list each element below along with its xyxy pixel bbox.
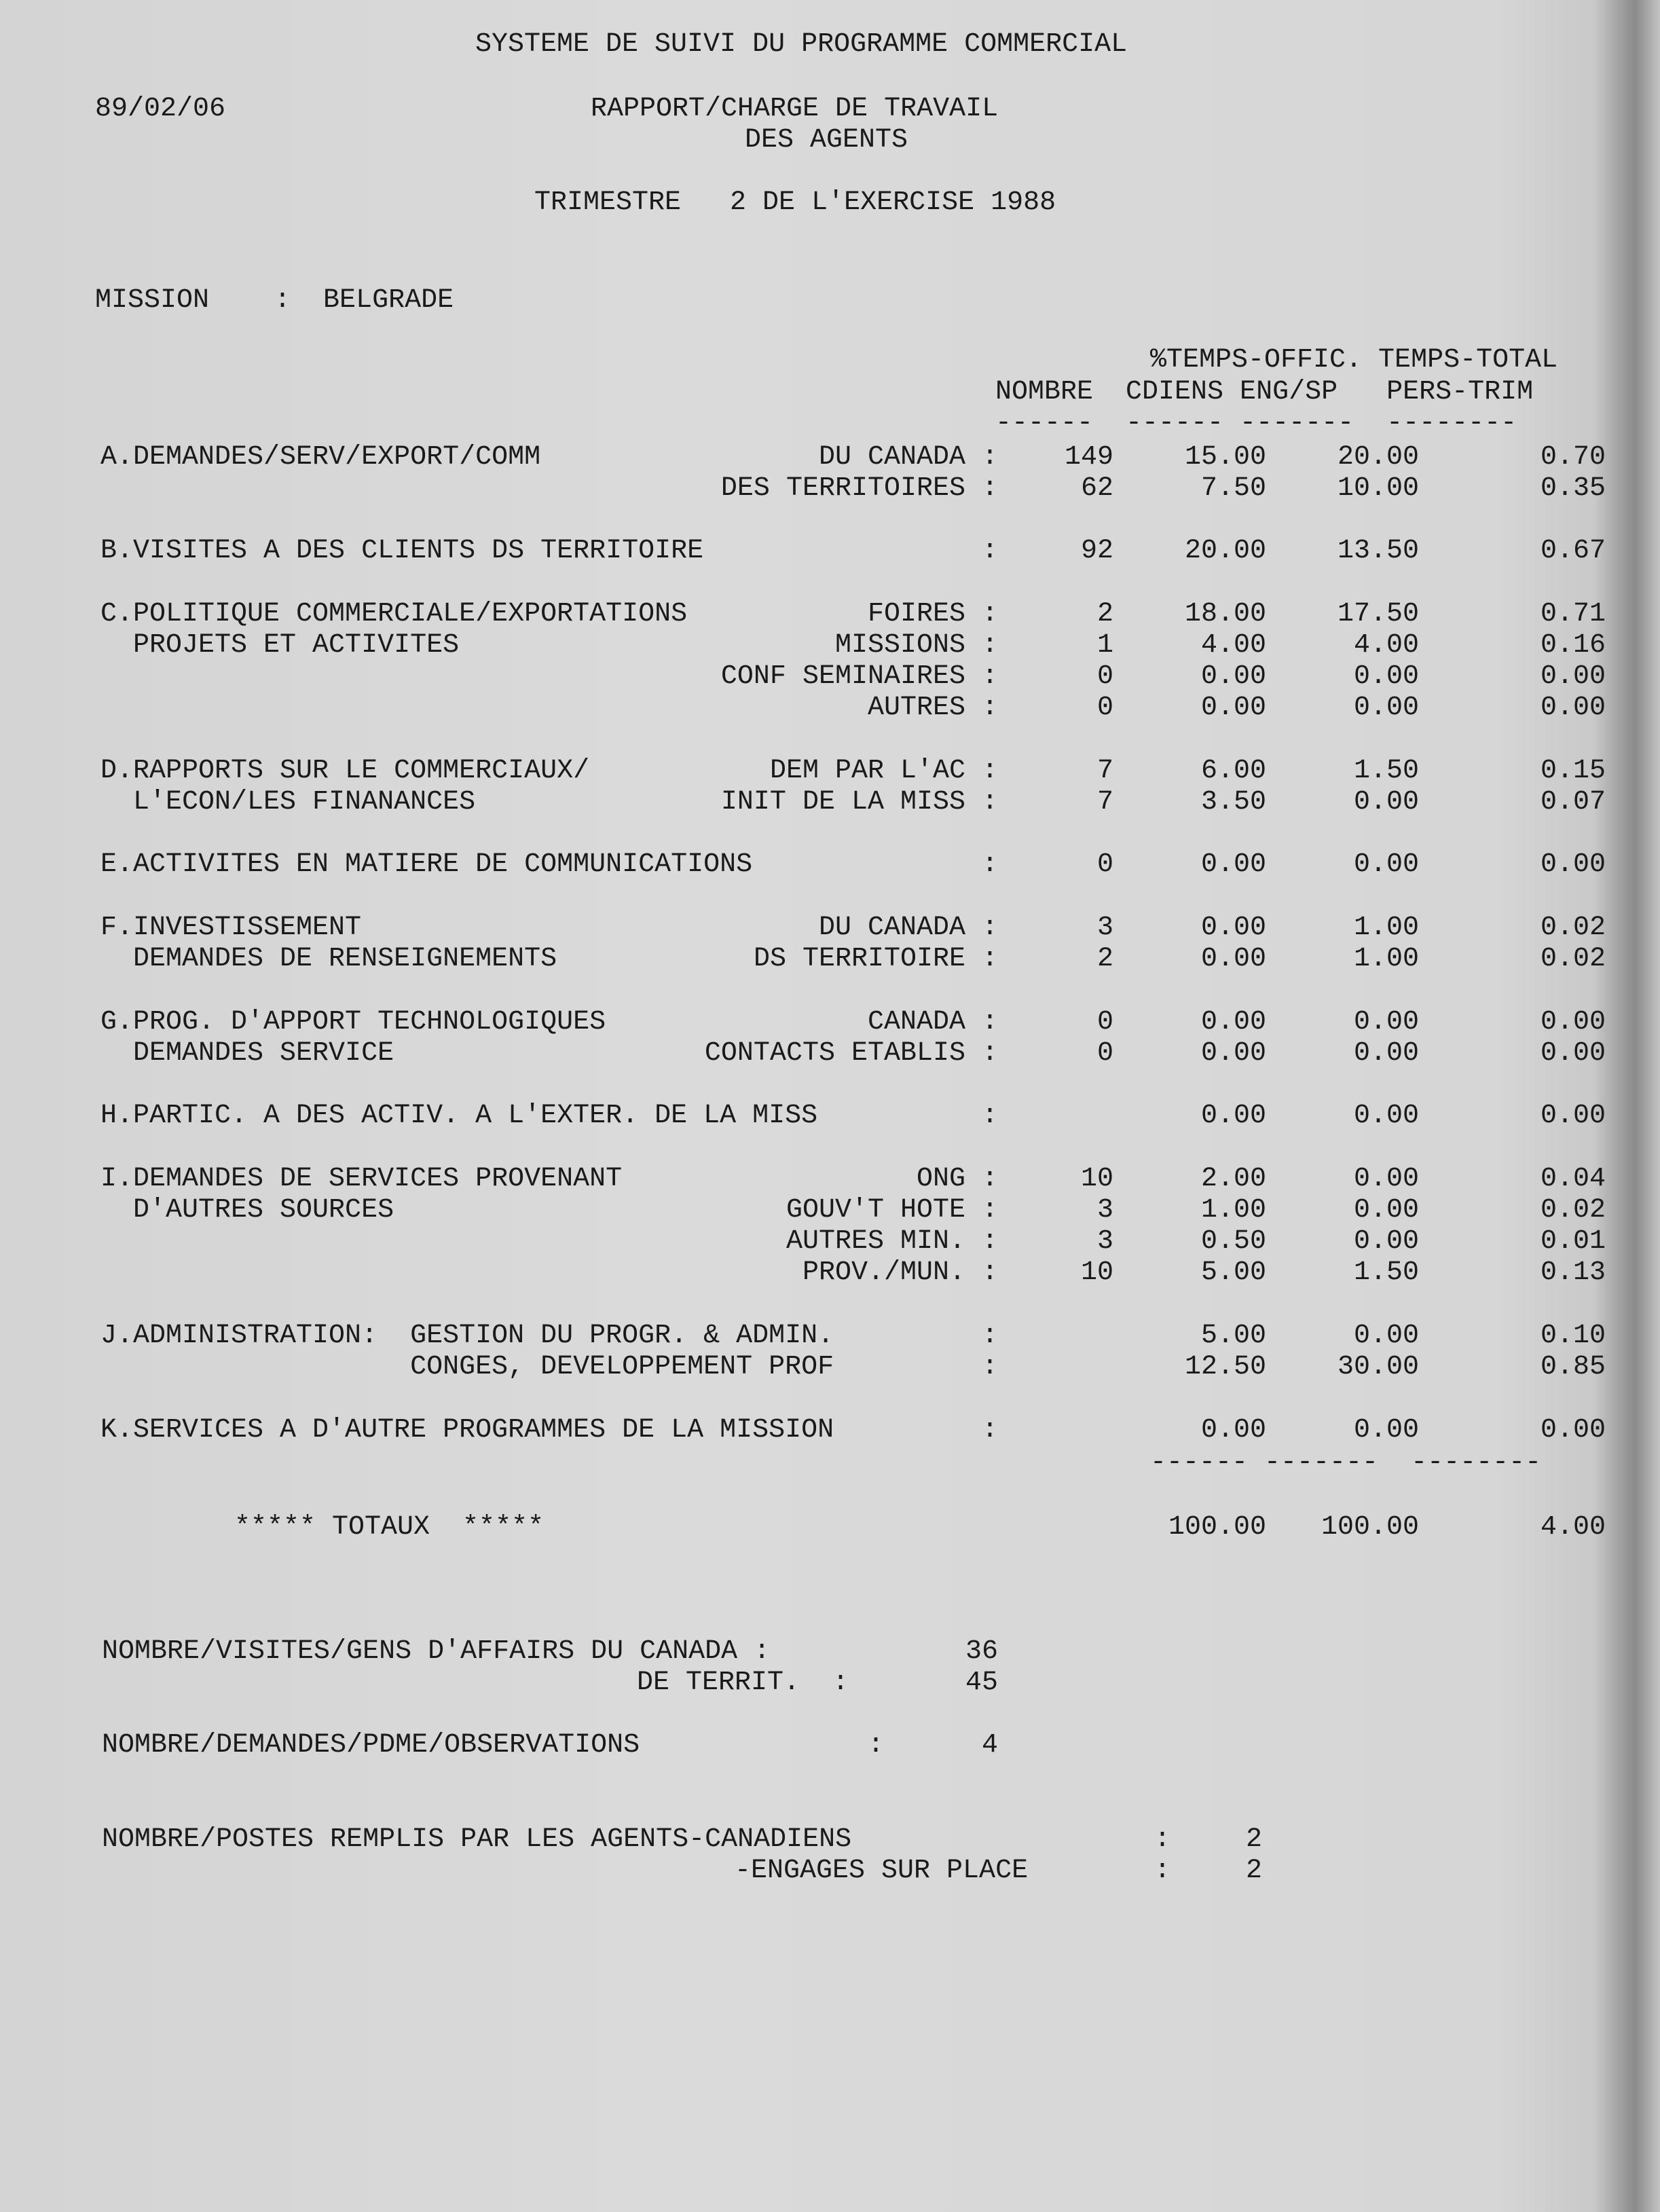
row-pers-trim: 0.02 <box>1540 913 1606 943</box>
row-nombre: 0 <box>1096 1038 1113 1069</box>
row-sublabel: CONTACTS ETABLIS : <box>704 1038 998 1069</box>
row-pers-trim: 0.70 <box>1540 442 1606 473</box>
row-engsp: 0.00 <box>1353 849 1419 880</box>
row-pers-trim: 0.00 <box>1540 1038 1606 1069</box>
row-cdiens: 15.00 <box>1184 442 1266 473</box>
row-cdiens: 20.00 <box>1184 536 1266 566</box>
column-header-2: NOMBRE CDIENS ENG/SP PERS-TRIM <box>995 377 1534 407</box>
row-label: A.DEMANDES/SERV/EXPORT/COMM <box>100 442 541 473</box>
row-label: I.DEMANDES DE SERVICES PROVENANT <box>100 1164 623 1194</box>
row-cdiens: 0.00 <box>1200 913 1266 943</box>
engages-colon: : <box>1154 1856 1171 1886</box>
row-sublabel: CONF SEMINAIRES : <box>720 661 998 692</box>
row-sublabel: DU CANADA : <box>818 913 998 943</box>
row-cdiens: 12.50 <box>1184 1352 1266 1382</box>
row-sublabel: CANADA : <box>867 1007 998 1037</box>
row-engsp: 0.00 <box>1353 1415 1419 1445</box>
row-engsp: 0.00 <box>1353 1164 1419 1194</box>
totals-engsp: 100.00 <box>1321 1512 1419 1543</box>
row-pers-trim: 0.00 <box>1540 849 1606 880</box>
totals-rule: ------ ------- -------- <box>1150 1448 1542 1478</box>
row-engsp: 1.00 <box>1353 944 1419 974</box>
row-label: D.RAPPORTS SUR LE COMMERCIAUX/ <box>100 756 590 786</box>
totals-pers: 4.00 <box>1540 1512 1606 1543</box>
row-label: F.INVESTISSEMENT <box>100 913 362 943</box>
column-header-rule: ------ ------ ------- -------- <box>995 408 1517 439</box>
row-pers-trim: 0.07 <box>1540 787 1606 817</box>
report-title-line2: DES AGENTS <box>745 125 908 155</box>
engages-label: -ENGAGES SUR PLACE <box>735 1856 1029 1886</box>
row-cdiens: 1.00 <box>1200 1195 1266 1225</box>
row-nombre: 0 <box>1096 693 1113 723</box>
row-label: PROJETS ET ACTIVITES <box>100 630 460 661</box>
row-cdiens: 0.00 <box>1200 1007 1266 1037</box>
row-cdiens: 3.50 <box>1200 787 1266 817</box>
row-pers-trim: 0.00 <box>1540 661 1606 692</box>
row-sublabel: : <box>981 849 998 880</box>
row-engsp: 13.50 <box>1337 536 1419 566</box>
row-nombre: 7 <box>1096 787 1113 817</box>
pdme-label: NOMBRE/DEMANDES/PDME/OBSERVATIONS <box>102 1730 640 1761</box>
row-cdiens: 0.00 <box>1200 1038 1266 1069</box>
row-label: G.PROG. D'APPORT TECHNOLOGIQUES <box>100 1007 606 1037</box>
visits-canada-label: NOMBRE/VISITES/GENS D'AFFAIRS DU CANADA : <box>102 1636 771 1667</box>
row-engsp: 1.00 <box>1353 913 1419 943</box>
row-cdiens: 0.00 <box>1200 849 1266 880</box>
row-pers-trim: 0.02 <box>1540 944 1606 974</box>
row-pers-trim: 0.00 <box>1540 1007 1606 1037</box>
row-pers-trim: 0.85 <box>1540 1352 1606 1382</box>
row-engsp: 20.00 <box>1337 442 1419 473</box>
row-sublabel: AUTRES : <box>867 693 998 723</box>
report-period: TRIMESTRE 2 DE L'EXERCISE 1988 <box>534 187 1056 218</box>
row-cdiens: 5.00 <box>1200 1257 1266 1288</box>
row-engsp: 0.00 <box>1353 1101 1419 1131</box>
row-label: K.SERVICES A D'AUTRE PROGRAMMES DE LA MISSION <box>100 1415 834 1445</box>
row-cdiens: 6.00 <box>1200 756 1266 786</box>
row-engsp: 0.00 <box>1353 1195 1419 1225</box>
row-label: DEMANDES SERVICE <box>100 1038 394 1069</box>
row-sublabel: MISSIONS : <box>834 630 998 661</box>
pdme-value: 4 <box>981 1730 998 1761</box>
totals-label: ***** TOTAUX ***** <box>234 1512 545 1543</box>
row-sublabel: : <box>981 536 998 566</box>
row-cdiens: 2.00 <box>1200 1164 1266 1194</box>
row-pers-trim: 0.00 <box>1540 693 1606 723</box>
row-nombre: 92 <box>1080 536 1113 566</box>
row-engsp: 0.00 <box>1353 661 1419 692</box>
totals-cdiens: 100.00 <box>1168 1512 1266 1543</box>
row-engsp: 0.00 <box>1353 1038 1419 1069</box>
row-label: CONGES, DEVELOPPEMENT PROF <box>100 1352 834 1382</box>
visits-territ-label: DE TERRIT. : <box>637 1667 849 1698</box>
row-nombre: 0 <box>1096 849 1113 880</box>
row-nombre: 0 <box>1096 661 1113 692</box>
row-sublabel: DU CANADA : <box>818 442 998 473</box>
row-engsp: 4.00 <box>1353 630 1419 661</box>
row-label: B.VISITES A DES CLIENTS DS TERRITOIRE <box>100 536 704 566</box>
row-label: C.POLITIQUE COMMERCIALE/EXPORTATIONS <box>100 599 688 629</box>
row-engsp: 10.00 <box>1337 473 1419 504</box>
row-engsp: 17.50 <box>1337 599 1419 629</box>
row-pers-trim: 0.10 <box>1540 1321 1606 1351</box>
row-engsp: 30.00 <box>1337 1352 1419 1382</box>
row-sublabel: INIT DE LA MISS : <box>720 787 998 817</box>
mission-line: MISSION : BELGRADE <box>95 285 454 316</box>
row-cdiens: 0.50 <box>1200 1226 1266 1257</box>
row-engsp: 0.00 <box>1353 1007 1419 1037</box>
row-label: DEMANDES DE RENSEIGNEMENTS <box>100 944 557 974</box>
row-label: E.ACTIVITES EN MATIERE DE COMMUNICATIONS <box>100 849 753 880</box>
row-nombre: 2 <box>1096 599 1113 629</box>
row-label: J.ADMINISTRATION: GESTION DU PROGR. & ADMIN. <box>100 1321 834 1351</box>
row-cdiens: 7.50 <box>1200 473 1266 504</box>
row-nombre: 62 <box>1080 473 1113 504</box>
row-cdiens: 0.00 <box>1200 944 1266 974</box>
row-nombre: 3 <box>1096 1195 1113 1225</box>
row-engsp: 1.50 <box>1353 1257 1419 1288</box>
row-label: H.PARTIC. A DES ACTIV. A L'EXTER. DE LA MISS <box>100 1101 818 1131</box>
postes-label: NOMBRE/POSTES REMPLIS PAR LES AGENTS-CANADIENS <box>102 1824 852 1855</box>
report-title-line1: RAPPORT/CHARGE DE TRAVAIL <box>591 94 999 124</box>
row-nombre: 7 <box>1096 756 1113 786</box>
row-sublabel: DS TERRITOIRE : <box>753 944 998 974</box>
row-cdiens: 5.00 <box>1200 1321 1266 1351</box>
row-cdiens: 0.00 <box>1200 1101 1266 1131</box>
postes-colon: : <box>1154 1824 1171 1855</box>
report-date: 89/02/06 <box>95 94 226 124</box>
row-engsp: 0.00 <box>1353 693 1419 723</box>
row-cdiens: 0.00 <box>1200 693 1266 723</box>
row-sublabel: PROV./MUN. : <box>802 1257 998 1288</box>
row-sublabel: FOIRES : <box>867 599 998 629</box>
column-header-1: %TEMPS-OFFIC. TEMPS-TOTAL <box>1150 345 1558 375</box>
row-sublabel: GOUV'T HOTE : <box>786 1195 998 1225</box>
row-nombre: 1 <box>1096 630 1113 661</box>
row-nombre: 10 <box>1080 1257 1113 1288</box>
row-pers-trim: 0.02 <box>1540 1195 1606 1225</box>
row-engsp: 1.50 <box>1353 756 1419 786</box>
row-engsp: 0.00 <box>1353 787 1419 817</box>
row-pers-trim: 0.35 <box>1540 473 1606 504</box>
row-cdiens: 0.00 <box>1200 661 1266 692</box>
row-engsp: 0.00 <box>1353 1321 1419 1351</box>
row-nombre: 0 <box>1096 1007 1113 1037</box>
postes-value: 2 <box>1246 1824 1263 1855</box>
row-nombre: 149 <box>1064 442 1113 473</box>
row-nombre: 3 <box>1096 1226 1113 1257</box>
row-pers-trim: 0.00 <box>1540 1415 1606 1445</box>
row-nombre: 3 <box>1096 913 1113 943</box>
row-nombre: 2 <box>1096 944 1113 974</box>
system-title: SYSTEME DE SUIVI DU PROGRAMME COMMERCIAL <box>475 29 1128 60</box>
row-cdiens: 0.00 <box>1200 1415 1266 1445</box>
row-pers-trim: 0.00 <box>1540 1101 1606 1131</box>
row-pers-trim: 0.13 <box>1540 1257 1606 1288</box>
row-sublabel: : <box>981 1101 998 1131</box>
pdme-colon: : <box>868 1730 885 1761</box>
row-sublabel: ONG : <box>916 1164 998 1194</box>
row-label: D'AUTRES SOURCES <box>100 1195 394 1225</box>
row-sublabel: DEM PAR L'AC : <box>769 756 998 786</box>
row-pers-trim: 0.71 <box>1540 599 1606 629</box>
row-sublabel: : <box>981 1415 998 1445</box>
row-pers-trim: 0.15 <box>1540 756 1606 786</box>
row-sublabel: AUTRES MIN. : <box>786 1226 998 1257</box>
row-nombre: 10 <box>1080 1164 1113 1194</box>
row-pers-trim: 0.01 <box>1540 1226 1606 1257</box>
row-cdiens: 18.00 <box>1184 599 1266 629</box>
row-sublabel: DES TERRITOIRES : <box>720 473 998 504</box>
row-sublabel: : <box>981 1321 998 1351</box>
visits-territ-value: 45 <box>965 1667 998 1698</box>
row-label: L'ECON/LES FINANANCES <box>100 787 476 817</box>
engages-value: 2 <box>1246 1856 1263 1886</box>
visits-canada-value: 36 <box>965 1636 998 1667</box>
row-pers-trim: 0.16 <box>1540 630 1606 661</box>
row-sublabel: : <box>965 1352 998 1382</box>
row-cdiens: 4.00 <box>1200 630 1266 661</box>
row-pers-trim: 0.67 <box>1540 536 1606 566</box>
row-pers-trim: 0.04 <box>1540 1164 1606 1194</box>
row-engsp: 0.00 <box>1353 1226 1419 1257</box>
